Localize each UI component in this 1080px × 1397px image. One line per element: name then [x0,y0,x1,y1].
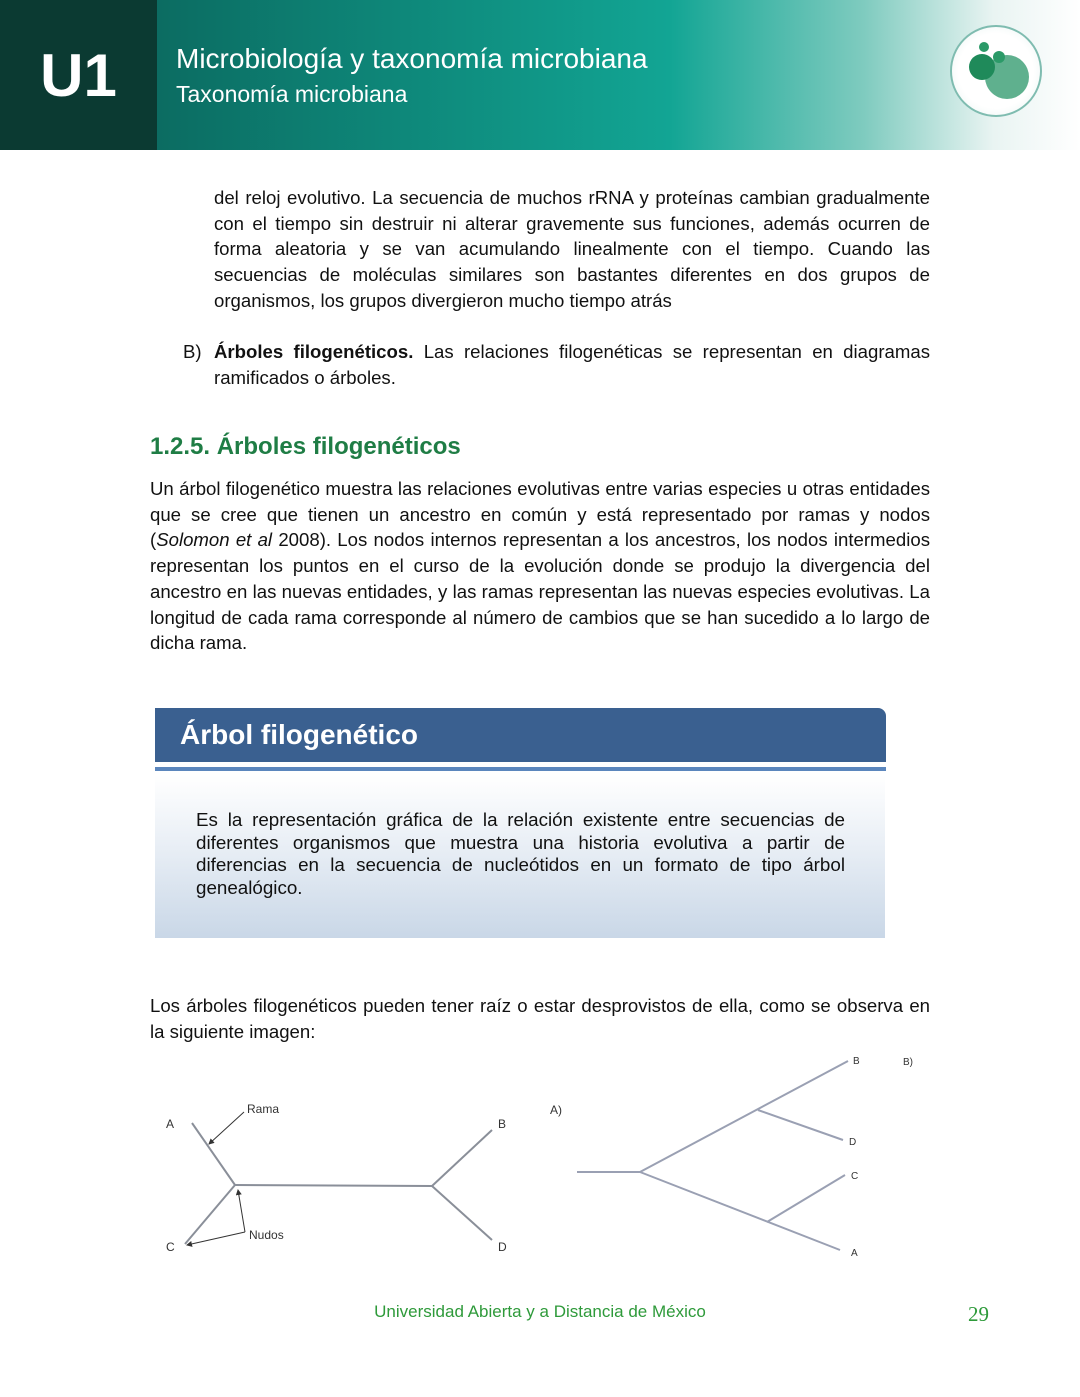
section-heading: 1.2.5. Árboles filogenéticos [150,433,461,460]
node-label: D [498,1240,507,1254]
rooted-tree [577,1061,848,1250]
node-label: A [851,1248,858,1259]
node-label: A [166,1117,175,1131]
node-label: C [166,1240,175,1254]
definition-title: Árbol filogenético [180,719,418,750]
unrooted-tree [185,1123,492,1244]
node-label: B [498,1117,507,1131]
nudos-arrow [238,1190,245,1232]
figure-intro: Los árboles filogenéticos pueden tener raíz o estar desprovistos de ella, como se observa en la siguiente imagen: [150,995,930,1042]
text: Un árbol filogenético muestra las relaciones evolutivas entre varias especies u otras entidades que se cree que tienen un ancestro en común y está representado por ramas y nodos ( [150,478,930,551]
rama-label: Rama [247,1102,280,1116]
citation: Solomon et al [156,529,273,551]
list-marker: B) [183,341,202,362]
definition-text: Es la representación gráfica de la relación existente entre secuencias de diferentes organismos que muestra una historia evolutiva a partir de diferencias en la secuencia de nucleótidos en un formato de tipo árbol genealógico. [196,809,845,899]
footer-institution: Universidad Abierta y a Distancia de México [374,1302,706,1321]
node-label: D [849,1137,857,1148]
panel-label: A) [550,1103,562,1117]
rama-arrow [209,1112,244,1144]
nudos-label: Nudos [249,1228,284,1242]
list-item-text: Las relaciones filogenéticas se representan en diagramas ramificados o árboles. [214,341,930,388]
list-item-term: Árboles filogenéticos. [214,341,414,362]
header-subtitle: Taxonomía microbiana [176,81,408,107]
unit-badge: U1 [0,0,157,150]
node-label: B [853,1056,860,1067]
panel-label: B) [903,1057,913,1068]
nudos-arrow [187,1232,245,1245]
page-number: 29 [968,1302,989,1326]
node-label: C [851,1171,859,1182]
text: 2008). Los nodos internos representan a los ancestros, los nodos intermedios representan los puntos en el curso de la evolución donde se produjo la divergencia del ancestro en las nuevas entidades, y las ramas representan las nuevas especies evolutivas. La longitud de cada rama corresponde al número de cambios que se han sucedido a lo largo de dicha rama. [150,529,931,654]
header-title: Microbiología y taxonomía microbiana [176,43,648,74]
continued-paragraph: del reloj evolutivo. La secuencia de muchos rRNA y proteínas cambian gradualmente con el tiempo sin destruir ni alterar gravemente sus funciones, además ocurren de forma aleatoria y se van acumulando linealmente con el tiempo. Cuando las secuencias de moléculas similares son bastantes diferentes en dos grupos de organismos, los grupos divergieron mucho tiempo atrás [214,187,930,311]
